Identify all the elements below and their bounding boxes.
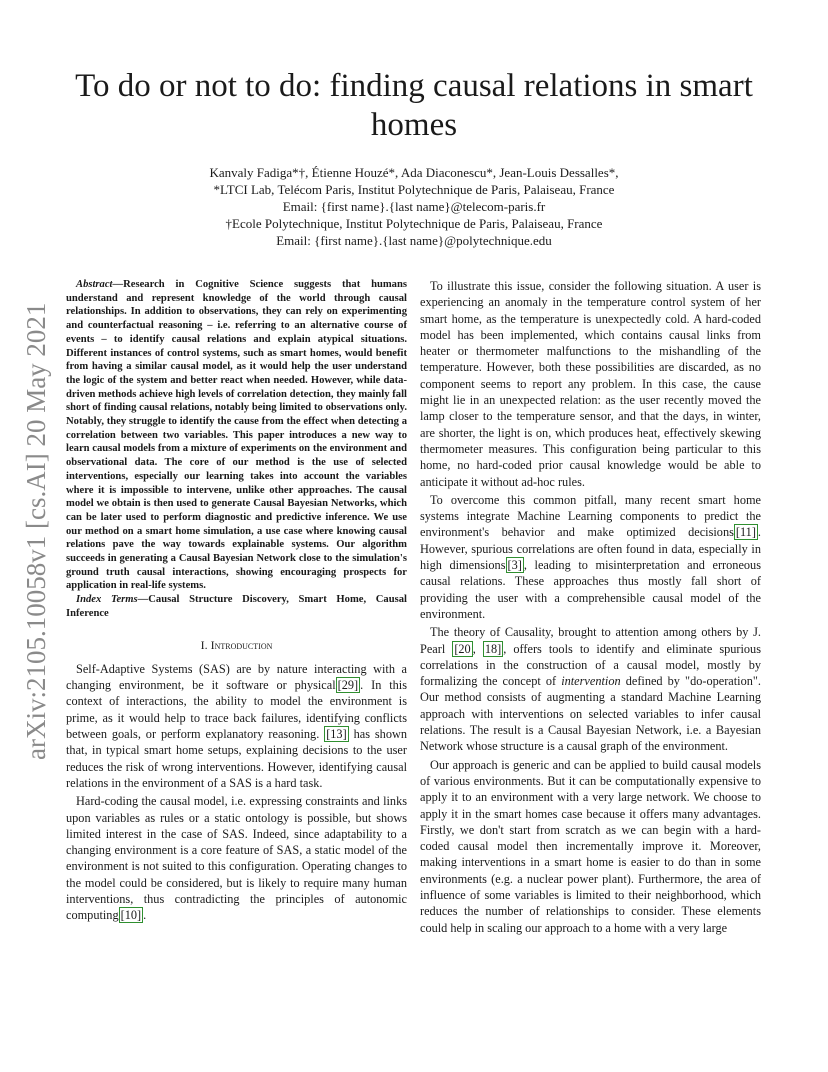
author-block [60,164,768,249]
body-paragraph-4: Our approach is generic and can be applied to build causal models of various environments. But it can be computationally expensive to apply it to an environment with a very large network. We choose to apply it in the smart homes case because it offers many advantages. Firstly, we don't start from scratch as we can begin with a hard-coded causal model then incrementally improve it. Moreover, making interventions in a smart home is easier to do than in some environments (e.g. a nuclear power plant). Furthermore, the area of influence of some variables is limited to their neighborhood, which reduces the number of relationships to consider. These elements could help in scaling our approach to a home with a very large [420,757,761,935]
authors: Kanvaly Fadiga*†, Étienne Houzé*, Ada Diaconescu*, Jean-Louis Dessalles*, [209,165,619,180]
citation-link[interactable]: 18] [484,641,502,656]
emphasis-intervention: intervention [561,674,621,689]
abstract-label: Abstract [76,279,113,290]
affiliation-2: †Ecole Polytechnique, Institut Polytechnique de Paris, Palaiseau, France [225,216,603,231]
email-1: Email: {first name}.{last name}@telecom-paris.fr [282,199,546,214]
citation-link[interactable]: [20 [454,641,471,656]
email-2: Email: {first name}.{last name}@polytechnique.edu [276,233,552,248]
citation-link[interactable]: [10] [120,908,142,923]
right-column [420,278,761,936]
index-terms-text: —Causal Structure Discovery, Smart Home, Causal Inference [66,594,407,619]
citation-link[interactable]: [13] [326,727,347,742]
body-paragraph-2: To overcome this common pitfall, many recent smart home systems integrate Machine Learning components to predict the environment's behavior and make optimized decisions [11] . However, spurious correlations are often found in data, especially in high dimensions [3] , leading to misinterpretation and erroneous causal relations. These approaches thus mostly fall short of providing the user with a comprehensible causal model of the environment. [420,492,761,621]
citation-link[interactable]: [29] [337,678,359,693]
left-column [66,278,407,924]
abstract [66,278,407,621]
abstract-text: —Research in Cognitive Science suggests that humans understand and represent knowledge of the world through causal relationships. In addition to observations, they can rely on experimenting and counterfactual reasoning – i.e. referring to an alternative course of events – to identify causal relations and explain atypical situations. Different instances of control systems, such as smart homes, would benefit from having a similar causal model, as it would help the user understand the logic of the system and better react when needed. However, while data-driven methods achieve high levels of correlation detection, they mainly fall short of finding causal relations, notably being limited to observations only. Notably, they struggle to identify the cause from the effect when detecting a correlation between two variables. This paper introduces a new way to learn causal models from a mixture of experiments on the environment and observational data. The core of our method is the use of selected interventions, especially our learning takes into account the variables where it is impossible to intervene, unlike other approaches. The causal model we obtain is then used to generate Causal Bayesian Networks, which can be later used to perform diagnostic and predictive inference. We use our method on a smart home simulation, a use case where knowing causal relations pave the way towards explainable systems. Our algorithm succeeds in generating a Causal Bayesian Network close to the simulation's ground truth causal interactions, showing encouraging prospects for application in real-life systems. [66,279,407,592]
body-paragraph-1: To illustrate this issue, consider the following situation. A user is experiencing an anomaly in the temperature control system of her smart home, as the temperature is unexpectedly cold. A hard-coded model has been implemented, which contains causal links from heater or thermometer malfunctions to the mishandling of the temperature. However, both these possibilities are discarded, as no component seems to report any problem. In this case, the cause might lie in an unexpected relation: as the user recently moved the lamp closer to the temperature sensor, and that the days, in winter, are shorter, the light is on, which produces heat, effectively skewing thermometer measures. This configuration being particular to this home, no hard-coded prior causal knowledge would be able to anticipate it without ad-hoc rules. [420,279,761,489]
citation-link[interactable]: [3] [507,558,522,573]
arxiv-side-stamp: arXiv:2105.10058v1 [cs.AI] 20 May 2021 [21,302,51,760]
body-paragraph-3: The theory of Causality, brought to attention among others by J. Pearl [20 , 18] , offers tools to identify and eliminate spurious correlations in the construction of a causal model, mostly by formalizing the concept of intervention defined by "do-operation". Our method consists of augmenting a standard Machine Learning approach with interventions on selected variables to infer causal relations. The result is a Causal Bayesian Network, i.e. a Bayesian Network whose structure is a causal graph of the environment. [420,625,761,754]
intro-paragraph-2: Hard-coding the causal model, i.e. expressing constraints and links upon variables as rules or a static ontology is possible, but shows limited interest in the case of SAS. Indeed, since adaptability to a changing environment is a core feature of SAS, a static model of the environment is not suited to this configuration. Operating changes to the model could be considered, but is likely to require many human interventions, thus contradicting the principles of autonomic computing [10] . [66,794,407,923]
affiliation-1: *LTCI Lab, Telécom Paris, Institut Polytechnique de Paris, Palaiseau, France [213,182,615,197]
index-terms-label: Index Terms [76,594,138,606]
intro-paragraph-1: Self-Adaptive Systems (SAS) are by nature interacting with a changing environment, be it software or physical [29] . In this context of interactions, the ability to model the environment is prime, as it would help to trace back failures, identifying conflicts between goals, or perform explanatory reasoning. [13] has shown that, in typical smart home setups, explaining decisions to the user reduces the risk of wrong interventions. However, identifying causal relations in the environment of a SAS is a hard task. [66,661,408,790]
section-heading-introduction: I. Introduction [200,637,273,652]
citation-link[interactable]: [11] [735,525,756,540]
paper-title: To do or not to do: finding causal relations in smart homes [75,68,753,143]
